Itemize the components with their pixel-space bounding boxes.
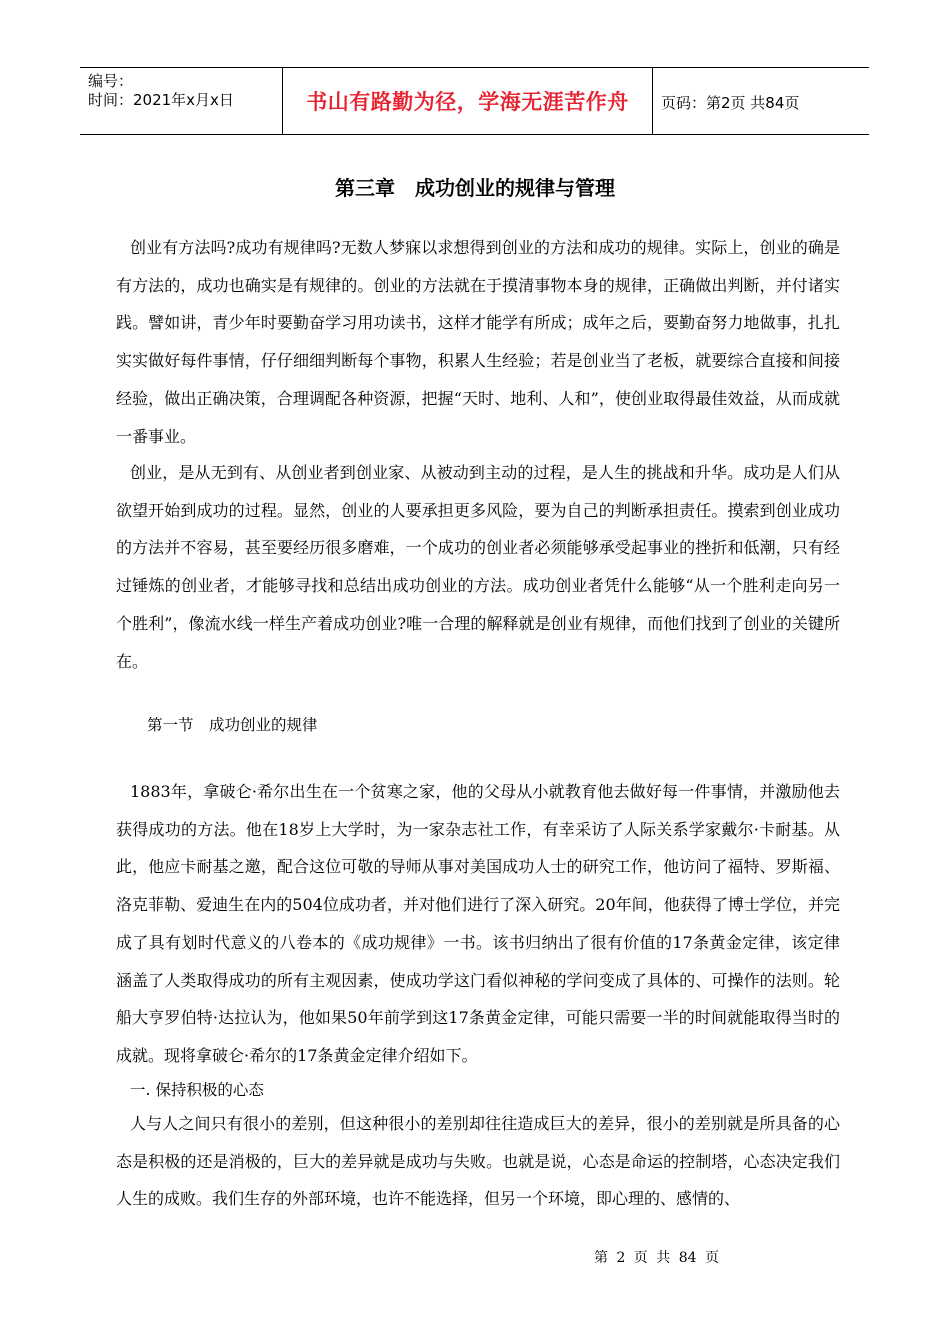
paragraph-2: 创业，是从无到有、从创业者到创业家、从被动到主动的过程，是人生的挑战和升华。成功是人们从欲望开始到成功的过程。显然，创业的人要承担更多风险，要为自己的判断承担责任。摸索到创业成功的方法并不容易，甚至要经历很多磨难，一个成功的创业者必须能够承受起事业的挫折和低潮，只有经过锤炼的创业者，才能够寻找和总结出成功创业的方法。成功创业者凭什么能够“从一个胜利走向另一个胜利”，像流水线一样生产着成功创业?唯一合理的解释就是创业有规律，而他们找到了创业的关键所在。	[116, 463, 840, 671]
chapter-title: 第三章 成功创业的规律与管理	[335, 176, 615, 200]
header-left-cell	[80, 68, 282, 134]
subheading: 一. 保持积极的心态	[130, 1081, 264, 1099]
paragraph-3: 1883年，拿破仑·希尔出生在一个贫寒之家，他的父母从小就教育他去做好每一件事情，并激励他去获得成功的方法。他在18岁上大学时，为一家杂志社工作，有幸采访了人际关系学家戴尔·卡耐基。从此，他应卡耐基之邀，配合这位可敬的导师从事对美国成功人士的研究工作，他访问了福特、罗斯福、洛克菲勒、爱迪生在内的504位成功者，并对他们进行了深入研究。20年间，他获得了博士学位，并完成了具有划时代意义的八卷本的《成功规律》一书。该书归纳出了很有价值的17条黄金定律，该定律涵盖了人类取得成功的所有主观因素，使成功学这门看似神秘的学问变成了具体的、可操作的法则。轮船大亨罗伯特·达拉认为，他如果50年前学到这17条黄金定律，可能只需要一半的时间就能取得当时的成就。现将拿破仑·希尔的17条黄金定律介绍如下。	[116, 782, 840, 1065]
page-footer: 第 2 页 共 84 页	[594, 1250, 719, 1266]
header-motto-cell	[282, 68, 653, 134]
number-label: 编号：	[88, 72, 134, 90]
header-table	[80, 67, 869, 135]
page-code: 页码：第2页 共84页	[661, 94, 800, 112]
motto-text: 书山有路勤为径，学海无涯苦作舟	[306, 90, 629, 114]
paragraph-4: 人与人之间只有很小的差别，但这种很小的差别却往往造成巨大的差异，很小的差别就是所具备的心态是积极的还是消极的，巨大的差异就是成功与失败。也就是说，心态是命运的控制塔，心态决定我们人生的成败。我们生存的外部环境，也许不能选择，但另一个环境，即心理的、感情的、	[116, 1114, 840, 1209]
section-heading: 第一节 成功创业的规律	[147, 716, 318, 734]
date-line: 时间：2021年x月x日	[88, 91, 234, 109]
paragraph-1: 创业有方法吗?成功有规律吗?无数人梦寐以求想得到创业的方法和成功的规律。实际上，创业的确是有方法的，成功也确实是有规律的。创业的方法就在于摸清事物本身的规律，正确做出判断，并付诸实践。譬如讲，青少年时要勤奋学习用功读书，这样才能学有所成；成年之后，要勤奋努力地做事，扎扎实实做好每件事情，仔仔细细判断每个事物，积累人生经验；若是创业当了老板，就要综合直接和间接经验，做出正确决策，合理调配各种资源，把握“天时、地利、人和”，使创业取得最佳效益，从而成就一番事业。	[116, 238, 840, 446]
header-page-cell	[653, 68, 869, 134]
